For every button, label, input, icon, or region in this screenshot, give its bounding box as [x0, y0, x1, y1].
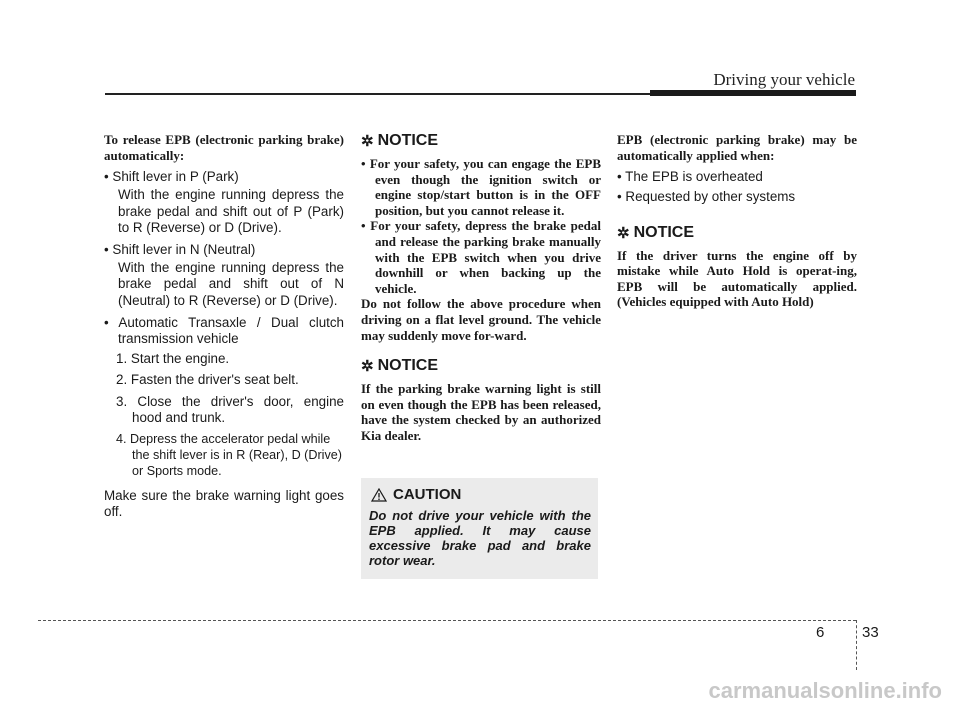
caution-text: Do not drive your vehicle with the EPB applied. It may cause excessive brake pad and brake rotor wear.	[369, 508, 591, 568]
cross-star-icon: ✲	[617, 224, 630, 242]
notice-title-3: NOTICE	[633, 223, 695, 241]
footer-rule	[38, 620, 856, 621]
notice3-text: If the driver turns the engine off by mistake while Auto Hold is operat-ing, EPB will be automatically applied. (Vehicles equipped with Auto Hold)	[617, 247, 857, 310]
section-number: 6	[816, 624, 825, 641]
bullet-transaxle: • Automatic Transaxle / Dual clutch transmission vehicle	[104, 315, 344, 347]
bullet-park: • Shift lever in P (Park)	[104, 169, 344, 185]
page-number: 33	[862, 624, 879, 641]
warning-triangle-icon	[371, 488, 387, 502]
header-rule	[105, 93, 650, 95]
notice1-item-1: • For your safety, you can engage the EPB even though the ignition switch or engine stop/start button is in the OFF position, but you cannot release it.	[361, 156, 601, 218]
caution-box	[361, 478, 598, 579]
bullet-park-desc: With the engine running depress the brake pedal and shift out of P (Park) to R (Reverse) or D (Drive).	[118, 187, 344, 235]
column-middle	[361, 132, 601, 444]
caution-heading	[371, 486, 461, 503]
auto-apply-intro: EPB (electronic parking brake) may be automatically applied when:	[617, 132, 857, 163]
watermark: carmanualsonline.info	[708, 678, 942, 703]
notice-heading-3	[617, 224, 857, 242]
footer-divider	[856, 620, 857, 670]
notice-heading-2	[361, 357, 601, 375]
section-title: Driving your vehicle	[713, 70, 855, 89]
notice1-item-2: • For your safety, depress the brake pedal and release the parking brake manually with the EPB switch when you drive downhill or when backing up the vehicle.	[361, 218, 601, 296]
cross-star-icon: ✲	[361, 133, 374, 150]
step-3: 3. Close the driver's door, engine hood and trunk.	[116, 393, 344, 425]
bullet-neutral: • Shift lever in N (Neutral)	[104, 242, 344, 258]
step-2: 2. Fasten the driver's seat belt.	[116, 372, 299, 388]
auto-apply-item-2: • Requested by other systems	[617, 189, 857, 205]
bullet-neutral-desc: With the engine running depress the brake pedal and shift out of N (Neutral) to R (Reverse) or D (Drive).	[118, 260, 344, 308]
cross-star-icon: ✲	[361, 358, 374, 376]
notice-heading-1	[361, 132, 601, 150]
release-heading: To release EPB (electronic parking brake) automatically:	[104, 132, 344, 163]
notice-title-2: NOTICE	[377, 357, 439, 375]
caution-title: CAUTION	[393, 486, 462, 503]
notice1-text: Do not follow the above procedure when driving on a flat level ground. The vehicle may suddenly move for-ward.	[361, 296, 601, 343]
notice2-text: If the parking brake warning light is still on even though the EPB has been released, have the system checked by an authorized Kia dealer.	[361, 381, 601, 443]
step-1: 1. Start the engine.	[116, 351, 230, 367]
column-left	[104, 132, 344, 520]
header-bar	[650, 90, 856, 96]
auto-apply-item-1: • The EPB is overheated	[617, 169, 857, 185]
closing-text: Make sure the brake warning light goes off.	[104, 487, 344, 519]
column-right	[617, 132, 857, 310]
notice-title-1: NOTICE	[377, 132, 439, 149]
step-4: 4. Depress the accelerator pedal while the shift lever is in R (Rear), D (Drive) or Sports mode.	[116, 432, 342, 479]
